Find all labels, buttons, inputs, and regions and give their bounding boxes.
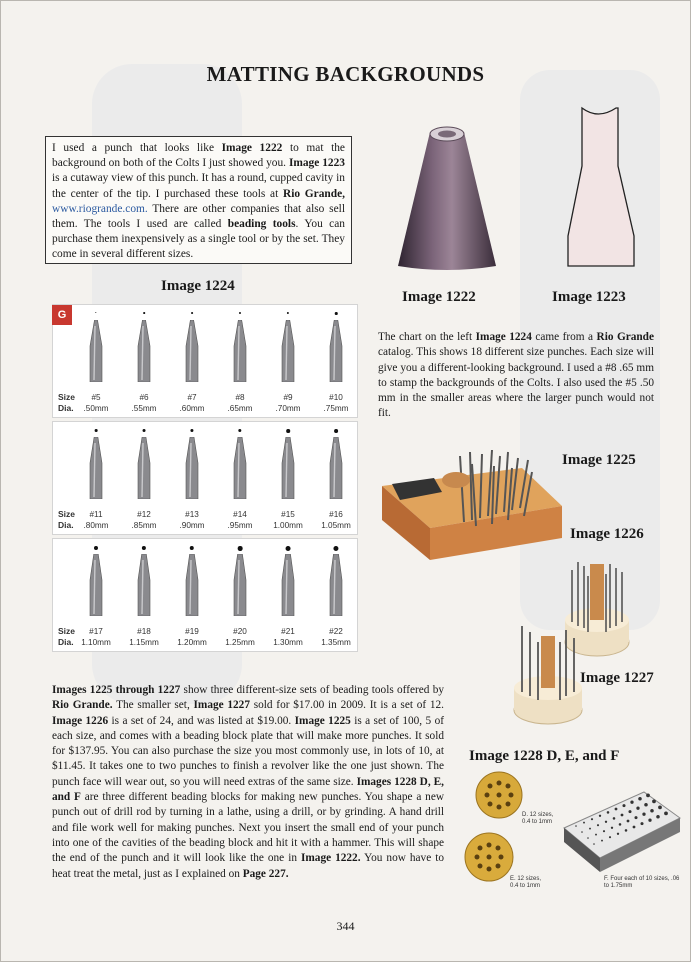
chart-desc-text: catalog. This shows 18 different size punches. Each size will give you a different-looking background. I used a #8 .65 mm to stamp the backgrounds of the Colts. I also used the #5 .50 mm in the smaller areas where the larger punch would not fit. [378, 346, 654, 420]
punch-size-number: #12 [137, 510, 151, 519]
punch-illustration [182, 554, 202, 616]
chart-desc-rio: Rio Grande [596, 331, 654, 343]
punch-illustration [86, 320, 106, 382]
punch-size-number: #21 [281, 627, 295, 636]
body-text: You now have to heat treat the metal, just as I explained on [52, 852, 444, 880]
beading-set-12-photo [508, 618, 588, 728]
body-ref: Image 1225 [294, 714, 351, 727]
body-ref: Image 1226 [52, 714, 109, 727]
label-image-1226: Image 1226 [570, 526, 644, 542]
size-row-label: Size [58, 509, 76, 519]
body-text: The smaller set, [112, 699, 194, 712]
body-text: show three different-size sets of beading tools offered by [180, 684, 444, 696]
tip-size-dot [335, 312, 338, 315]
punch-tip-photo [396, 124, 498, 270]
beading-block-f-photo [560, 788, 684, 874]
tip-size-dot [191, 312, 193, 314]
dia-row-label: Dia. [58, 520, 74, 530]
page-number: 344 [336, 919, 355, 933]
punch-diameter: .50mm [83, 404, 109, 413]
punch-illustration [326, 320, 346, 382]
punch-diameter: 1.20mm [177, 638, 207, 647]
punch-diameter: 1.05mm [321, 521, 351, 530]
punch-illustration [278, 437, 298, 499]
beading-block-d-photo [474, 770, 524, 820]
punch-diameter: 1.00mm [273, 521, 303, 530]
punch-size-number: #14 [233, 510, 247, 519]
punch-diameter: .65mm [227, 404, 253, 413]
punch-size-number: #13 [185, 510, 199, 519]
intro-text: There are other companies that also sell them. The tools I used are called [52, 202, 345, 231]
label-image-1225: Image 1225 [562, 452, 636, 468]
body-text: is a set of 100, 5 of each size, and comes with a beading block plate that will make more punches. It sold for $137.95. You can also purchase the size you most commonly use, in lots of 10, at $11.45. It takes one to two punches to finish a revolver like the one just shown. The punch face will wear out, so you will need extras of the same size. [52, 714, 444, 788]
punch-diameter: 1.30mm [273, 638, 303, 647]
punch-diameter: 1.25mm [225, 638, 255, 647]
punch-illustration [86, 437, 106, 499]
punch-size-number: #16 [329, 510, 343, 519]
punch-diameter: .85mm [131, 521, 157, 530]
punch-illustration [134, 437, 154, 499]
rio-grande-link[interactable]: www.riogrande.com. [52, 202, 148, 215]
tip-size-dot [238, 546, 243, 551]
punch-illustration [134, 320, 154, 382]
block-f-caption: F. Four each of 10 sizes, .06 to 1.75mm [604, 876, 680, 889]
punch-cutaway-diagram [566, 106, 636, 268]
intro-text: I used a punch that looks like [52, 142, 222, 154]
punch-size-number: #7 [187, 393, 197, 402]
chart-desc-text: The chart on the left [378, 331, 476, 343]
label-image-1228: Image 1228 D, E, and F [469, 748, 620, 764]
punch-illustration [134, 554, 154, 616]
punch-illustration [326, 554, 346, 616]
punch-size-number: #20 [233, 627, 247, 636]
chart-desc-ref: Image 1224 [475, 331, 532, 343]
dia-row-label: Dia. [58, 403, 74, 413]
tip-size-dot [143, 429, 146, 432]
body-ref: Image 1227 [193, 699, 250, 712]
punch-size-number: #6 [139, 393, 149, 402]
punch-illustration [230, 320, 250, 382]
punch-illustration [326, 437, 346, 499]
punch-size-number: #18 [137, 627, 151, 636]
body-text: is a set of 24, and was listed at $19.00. [108, 714, 295, 727]
intro-ref-1222: Image 1222 [221, 142, 283, 154]
body-paragraph [52, 683, 444, 882]
punch-diameter: .60mm [179, 404, 205, 413]
block-d-caption: D. 12 sizes, 0.4 to 1mm [522, 812, 554, 825]
tip-size-dot [95, 429, 98, 432]
tip-size-dot [286, 546, 291, 551]
body-text: sold for $17.00 in 2009. It is a set of 12. [249, 699, 444, 712]
punch-diameter: .55mm [131, 404, 157, 413]
intro-text: is a cutaway view of this punch. It has a round, cupped cavity in the center of the tip. I purchased these tools at [52, 172, 345, 200]
chart-description [378, 330, 654, 422]
punch-illustration [182, 320, 202, 382]
tip-size-dot [143, 312, 145, 314]
body-ref: Page 227. [242, 867, 289, 880]
punch-illustration [278, 320, 298, 382]
intro-text: to mat the background on both of the Colts I just showed you. [52, 142, 345, 170]
tip-size-dot [286, 429, 290, 433]
punch-size-number: #19 [185, 627, 199, 636]
intro-box [45, 136, 352, 264]
punch-illustration [182, 437, 202, 499]
size-row-label: Size [58, 392, 76, 402]
punch-illustration [230, 554, 250, 616]
punch-illustration [86, 554, 106, 616]
body-ref: Images 1225 through 1227 [52, 684, 181, 696]
intro-rio-grande: Rio Grande, [283, 187, 345, 200]
dia-row-label: Dia. [58, 637, 74, 647]
punch-size-number: #15 [281, 510, 295, 519]
page-title: MATTING BACKGROUNDS [206, 62, 485, 86]
punch-diameter: .95mm [227, 521, 253, 530]
beading-set-100-photo [372, 446, 568, 562]
punch-size-number: #17 [89, 627, 103, 636]
punch-diameter: 1.10mm [81, 638, 111, 647]
punch-size-number: #9 [283, 393, 293, 402]
label-image-1222: Image 1222 [402, 289, 476, 305]
punch-illustration [278, 554, 298, 616]
tip-size-dot [334, 429, 338, 433]
body-ref: Image 1222. [300, 852, 361, 865]
label-image-1223: Image 1223 [552, 289, 626, 305]
intro-text: . You can purchase them inexpensively as a single tool or by the set. They come in several different sizes. [52, 218, 345, 261]
punch-diameter: .80mm [83, 521, 109, 530]
punch-size-number: #8 [235, 393, 245, 402]
punch-diameter: .75mm [323, 404, 349, 413]
label-image-1227: Image 1227 [580, 670, 654, 686]
catalog-badge: G [52, 305, 72, 325]
intro-ref-1223: Image 1223 [288, 157, 345, 170]
body-ref: Rio Grande. [52, 699, 113, 712]
punch-size-number: #11 [89, 510, 103, 519]
body-ref: Images 1228 D, E, and F [52, 775, 444, 804]
punch-illustration [230, 437, 250, 499]
punch-size-number: #5 [91, 393, 101, 402]
block-e-caption: E. 12 sizes, 0.4 to 1mm [510, 876, 542, 889]
punch-size-number: #22 [329, 627, 343, 636]
punch-size-number: #10 [329, 393, 343, 402]
punch-diameter: 1.15mm [129, 638, 159, 647]
chart-desc-text: came from a [531, 331, 597, 343]
punch-diameter: .90mm [179, 521, 205, 530]
beading-block-e-photo [462, 830, 516, 884]
size-row-label: Size [58, 626, 76, 636]
body-text: are three different beading blocks for making new punches. You shape a new punch out of drill rod by turning in a lathe, using a drill, or by grinding. A hand drill and file work well for making punches. Next you insert the small end of your punch into one of the cavities of the beading block and hit it with a hammer. This will shape the end of the punch and it will look like the one in [52, 791, 444, 865]
punch-diameter: 1.35mm [321, 638, 351, 647]
label-image-1224: Image 1224 [161, 278, 235, 294]
intro-beading-tools: beading tools [227, 218, 296, 231]
punch-diameter: .70mm [275, 404, 301, 413]
